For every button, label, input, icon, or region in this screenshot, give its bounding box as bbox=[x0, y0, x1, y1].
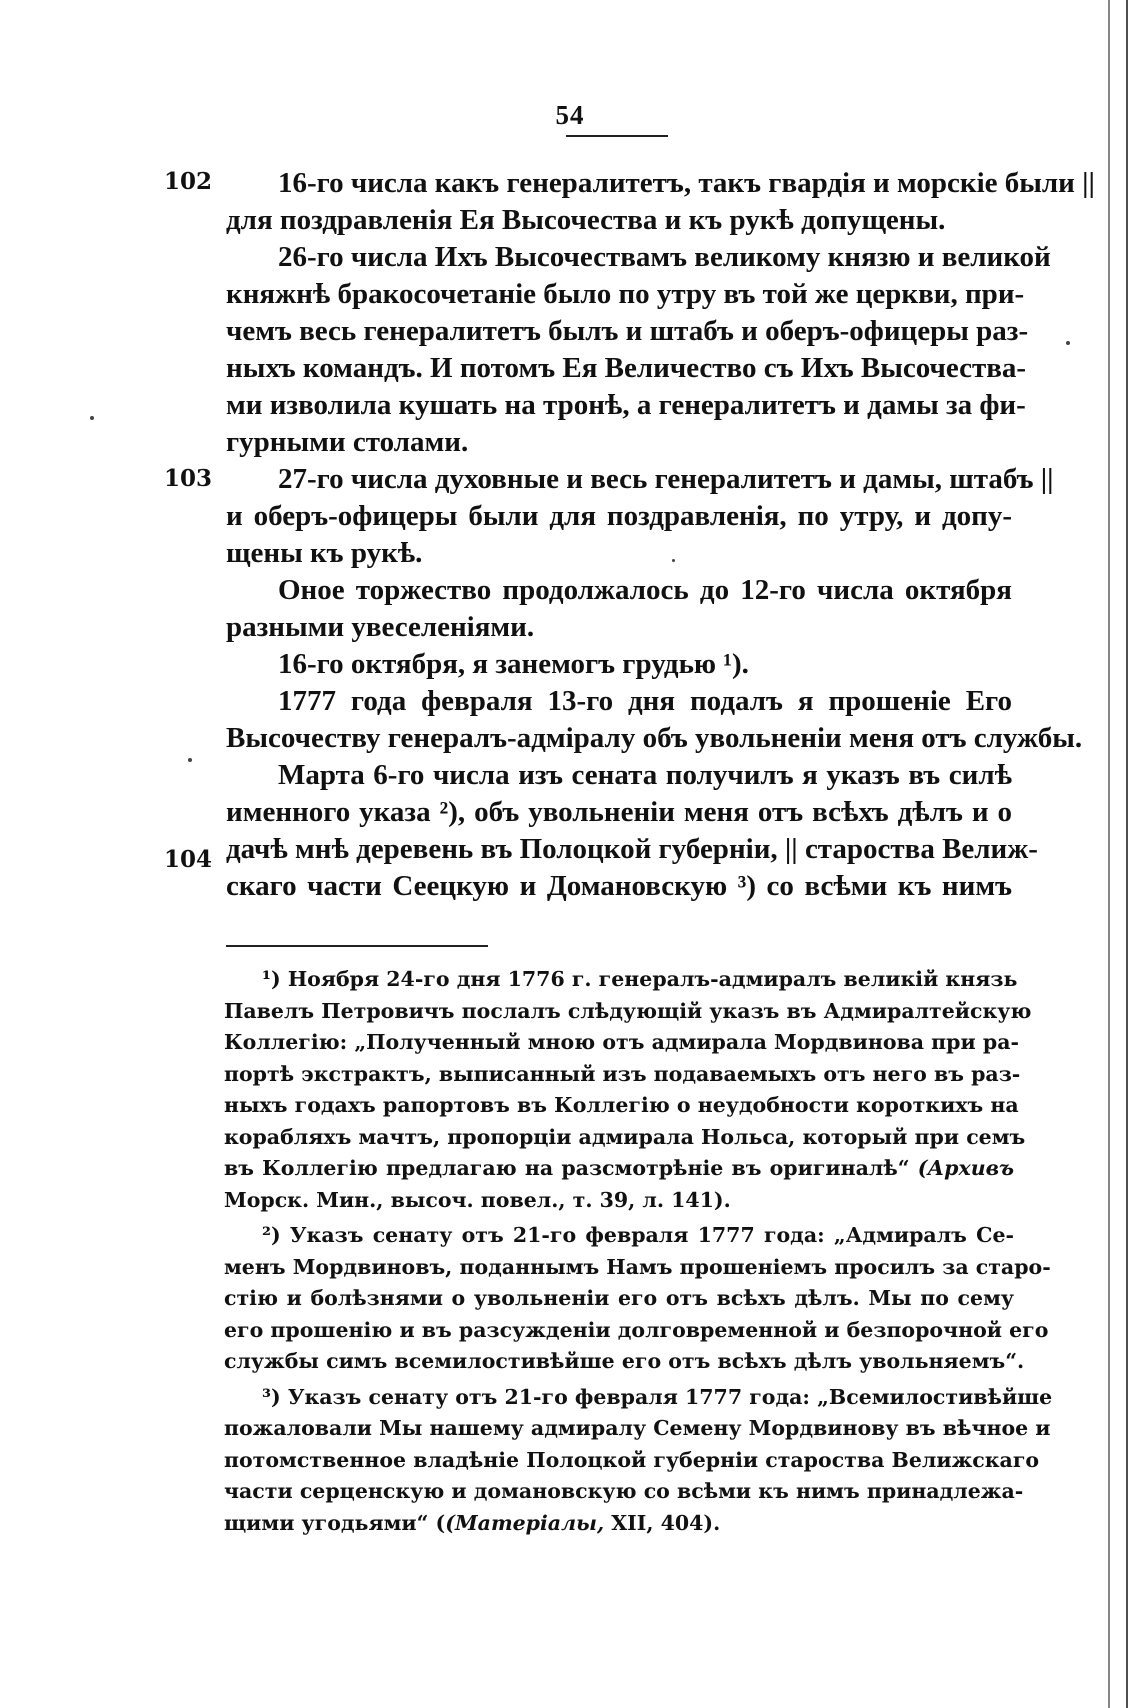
page-edge-line bbox=[1126, 0, 1128, 1708]
body-line: щены къ рукѣ. bbox=[226, 537, 423, 569]
footnote-line: его прошенію и въ разсужденіи долговременной и безпорочной его bbox=[224, 1317, 1049, 1342]
footnote-line: Морск. Мин., высоч. повел., т. 39, л. 141). bbox=[224, 1187, 731, 1212]
footnote-source: (Матеріалы, bbox=[445, 1510, 605, 1535]
margin-number-103: 103 bbox=[164, 465, 213, 492]
page-number-rule bbox=[566, 135, 668, 137]
scan-speck bbox=[1066, 341, 1070, 345]
body-text bbox=[226, 165, 1095, 905]
body-line: Марта 6-го числа изъ сената получилъ я указъ въ силѣ bbox=[278, 759, 1012, 791]
body-line: 1777 года февраля 13-го дня подалъ я прошеніе Его bbox=[278, 685, 1012, 717]
footnote-line: потомственное владѣніе Полоцкой губерніи староства Велижскаго bbox=[224, 1447, 1040, 1472]
footnote-line: части серценскую и домановскую со всѣми къ нимъ принадлежа- bbox=[224, 1479, 1024, 1503]
footnote-line: ²) Указъ сенату отъ 21-го февраля 1777 года: „Адмиралъ Се- bbox=[262, 1223, 1014, 1247]
footnote-line: ¹) Ноября 24-го дня 1776 г. генералъ-адмиралъ великій князь bbox=[262, 967, 1018, 991]
body-line: и оберъ-офицеры были для поздравленія, по утру, и допу- bbox=[226, 500, 1012, 532]
body-line: Оное торжество продолжалось до 12-го числа октября bbox=[278, 574, 1012, 606]
body-line: дачѣ мнѣ деревень въ Полоцкой губерніи, || староства Велиж- bbox=[226, 833, 1038, 865]
body-line: разными увеселеніями. bbox=[226, 611, 535, 643]
footnote-line: ³) Указъ сенату отъ 21-го февраля 1777 года: „Всемилостивѣйше bbox=[262, 1384, 1053, 1409]
body-line: ныхъ командъ. И потомъ Ея Величество съ Ихъ Высочества- bbox=[226, 352, 1027, 384]
page-edge-line bbox=[1108, 0, 1110, 1708]
page-number: 54 bbox=[555, 100, 585, 130]
footnote-line bbox=[224, 1153, 1014, 1185]
body-line: княжнѣ бракосочетаніе было по утру въ той же церкви, при- bbox=[226, 278, 1025, 310]
footnote-1 bbox=[224, 964, 1032, 1216]
footnote-line: ныхъ годахъ рапортовъ въ Коллегію о неудобности короткихъ на bbox=[224, 1093, 1019, 1117]
footnote-text: XII, 404). bbox=[611, 1510, 721, 1535]
footnote-line: Павелъ Петровичъ послалъ слѣдующій указъ въ Адмиралтейскую bbox=[224, 998, 1032, 1023]
footnote-line: пожаловали Мы нашему адмиралу Семену Мордвинову въ вѣчное и bbox=[224, 1416, 1051, 1440]
footnote-separator bbox=[226, 945, 488, 947]
footnote-line: службы симъ всемилостивѣйше его отъ всѣхъ дѣлъ увольняемъ“. bbox=[224, 1349, 1025, 1373]
footnote-line: портѣ экстрактъ, выписанный изъ подаваемыхъ отъ него въ раз- bbox=[224, 1061, 1021, 1086]
footnote-line: щими угодьями“ ((Матеріалы, XII, 404). bbox=[224, 1510, 721, 1535]
scan-speck bbox=[188, 758, 192, 762]
body-line: 26-го числа Ихъ Высочествамъ великому князю и великой bbox=[278, 241, 1051, 273]
scan-speck bbox=[672, 559, 675, 562]
footnotes bbox=[224, 964, 1053, 1543]
body-line: 16-го октября, я занемогъ грудью ¹). bbox=[278, 648, 749, 680]
footnote-text: щими угодьями“ bbox=[224, 1510, 429, 1535]
footnote-line: стію и болѣзнями о увольненіи его отъ всѣхъ дѣлъ. Мы по сему bbox=[224, 1286, 1014, 1310]
footnote-line: корабляхъ мачтъ, пропорціи адмирала Нольса, который при семъ bbox=[224, 1124, 1026, 1149]
body-line: для поздравленія Ея Высочества и къ рукѣ допущены. bbox=[226, 204, 946, 236]
footnote-text: въ Коллегію предлагаю на разсмотрѣніе въ оригиналѣ“ bbox=[224, 1156, 910, 1180]
body-line: гурными столами. bbox=[226, 426, 469, 458]
body-line: скаго части Сеецкую и Домановскую ³) со всѣми къ нимъ bbox=[226, 870, 1012, 902]
body-line: 27-го числа духовные и весь генералитетъ и дамы, штабъ || bbox=[278, 463, 1054, 495]
body-line: ми изволила кушать на тронѣ, а генералитетъ и дамы за фи- bbox=[226, 389, 1026, 421]
body-line: именного указа ²), объ увольненіи меня отъ всѣхъ дѣлъ и о bbox=[226, 796, 1012, 828]
footnote-3 bbox=[224, 1382, 1053, 1540]
body-line: Высочеству генералъ-адміралу объ увольненіи меня отъ службы. bbox=[226, 722, 1083, 754]
margin-number-104: 104 bbox=[164, 846, 213, 873]
footnote-2 bbox=[224, 1220, 1051, 1378]
footnote-line: Коллегію: „Полученный мною отъ адмирала Мордвинова при ра- bbox=[224, 1030, 1019, 1054]
margin-number-102: 102 bbox=[164, 168, 213, 195]
scan-speck bbox=[90, 416, 94, 420]
footnote-line: менъ Мордвиновъ, поданнымъ Намъ прошеніемъ просилъ за старо- bbox=[224, 1254, 1051, 1279]
footnote-source: (Архивъ bbox=[917, 1156, 1014, 1180]
body-line: чемъ весь генералитетъ былъ и штабъ и оберъ-офицеры раз- bbox=[226, 315, 1029, 347]
body-line: 16-го числа какъ генералитетъ, такъ гвардія и морскіе были || bbox=[278, 167, 1095, 199]
